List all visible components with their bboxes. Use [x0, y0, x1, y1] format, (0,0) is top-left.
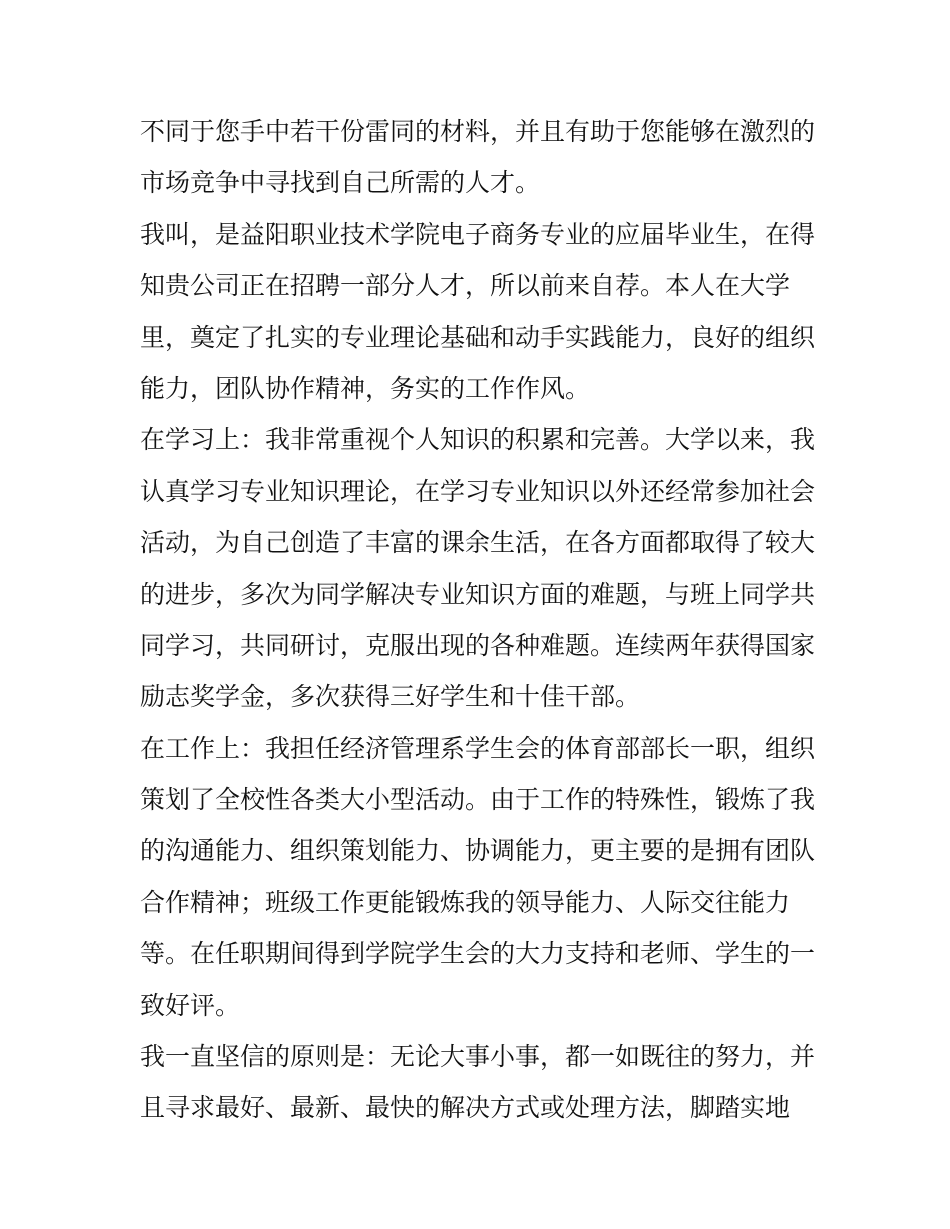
text-line: 能力，团队协作精神，务实的工作作风。 — [140, 373, 591, 403]
text-line: 合作精神；班级工作更能锻炼我的领导能力、人际交往能力 — [140, 887, 791, 917]
text-line: 在工作上：我担任经济管理系学生会的体育部部长一职，组织 — [140, 733, 816, 763]
text-line: 的进步，多次为同学解决专业知识方面的难题，与班上同学共 — [140, 579, 816, 609]
text-line: 我叫，是益阳职业技术学院电子商务专业的应届毕业生，在得 — [140, 219, 816, 249]
text-line: 策划了全校性各类大小型活动。由于工作的特殊性，锻炼了我 — [140, 785, 816, 815]
text-line: 在学习上：我非常重视个人知识的积累和完善。大学以来，我 — [140, 425, 816, 455]
text-line: 且寻求最好、最新、最快的解决方式或处理方法，脚踏实地 — [140, 1093, 791, 1123]
text-line: 市场竞争中寻找到自己所需的人才。 — [140, 168, 541, 198]
text-line: 不同于您手中若干份雷同的材料，并且有助于您能够在激烈的 — [140, 117, 816, 146]
text-line: 认真学习专业知识理论，在学习专业知识以外还经常参加社会 — [140, 476, 816, 506]
text-line: 活动，为自己创造了丰富的课余生活，在各方面都取得了较大 — [140, 528, 816, 558]
text-line: 励志奖学金，多次获得三好学生和十佳干部。 — [140, 682, 641, 712]
text-line: 我一直坚信的原则是：无论大事小事，都一如既往的努力，并 — [140, 1042, 816, 1072]
text-line: 里，奠定了扎实的专业理论基础和动手实践能力，良好的组织 — [140, 322, 816, 352]
text-line: 知贵公司正在招聘一部分人才，所以前来自荐。本人在大学 — [140, 271, 791, 301]
text-line: 致好评。 — [140, 990, 241, 1020]
document-body — [140, 106, 820, 1134]
text-line: 的沟通能力、组织策划能力、协调能力，更主要的是拥有团队 — [140, 836, 816, 866]
text-line: 同学习，共同研讨，克服出现的各种难题。连续两年获得国家 — [140, 630, 816, 660]
text-line: 等。在任职期间得到学院学生会的大力支持和老师、学生的一 — [140, 939, 816, 969]
